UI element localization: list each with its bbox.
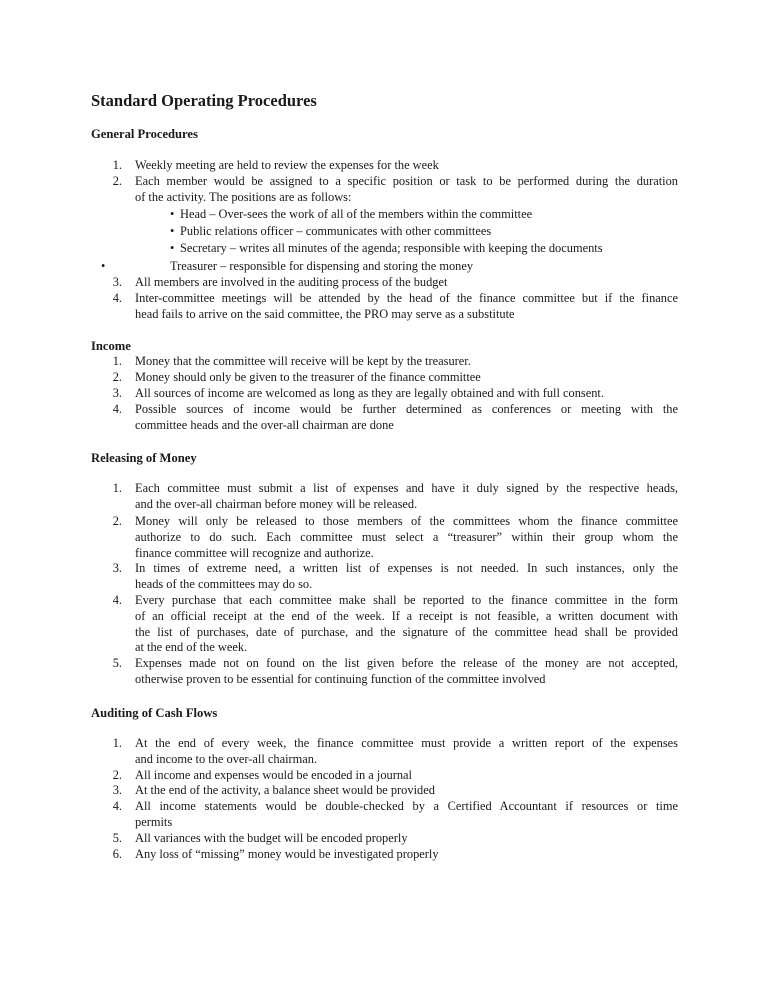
bullet-icon: • [170,207,175,221]
bullet-icon: • [170,224,175,238]
section-heading-releasing: Releasing of Money [91,451,197,465]
section-heading-general: General Procedures [91,127,198,141]
bullet-icon: • [170,241,175,255]
section-heading-income: Income [91,339,131,353]
section-heading-auditing: Auditing of Cash Flows [91,706,218,720]
document-page: Standard Operating Procedures General Procedures 1. Weekly meeting are held to review the expenses for the week 2. Each member would be assigned to a specific position or task to be performed during the duration of the activity. The positions are as follows: • Head – Over-sees the work of all of the members within the committee • Public relations officer – communicates with other committees • Secretary – writes all minutes of the agenda; responsible with keeping the documents • Treasurer – responsible for dispensing and storing the money 3. All members are involved in the auditing process of the budget 4. Inter-committee meetings will be attended by the head of the finance committee but if the finance head fails to arrive on the said committee, the PRO may serve as a substitute Income 1. Money that the committee will receive will be kept by the treasurer. 2. Money should only be given to the treasurer of the finance committee 3. All sources of income are welcomed as long as they are legally obtained and with full consent. 4. Possible sources of income would be further determined as conferences or meeting with the committee heads and the over-all chairman are done Releasing of Money 1. Each committee must submit a list of expenses and have it duly signed by the respective heads, and the over-all chairman before money will be released. 2. Money will only be released to those members of the committees whom the finance committee authorize to do such. Each committee must select a “treasurer” within their group whom the finance committee will recognize and authorize. 3. In times of extreme need, a written list of expenses is not needed. In such instances, only the heads of the committees may do so. 4. Every purchase that each committee make shall be reported to the finance committee in the form of an official receipt at the end of the week. If a receipt is not feasible, a written document with the list of purchases, date of purchase, and the signature of the committee head shall be provided at the end of the week. 5. Expenses made not on found on the list given before the release of the money are not accepted, otherwise proven to be essential for continuing function of the committee involved Auditing of Cash Flows 1. At the end of every week, the finance committee must provide a written report of the expenses and income to the over-all chairman. 2. All income and expenses would be encoded in a journal 3. At the end of the activity, a balance sheet would be provided 4. All income statements would be double-checked by a Certified Accountant if resources or time permits 5. All variances with the budget will be encoded properly 6. Any loss of “missing” money would be investigated properly [91,91,678,861]
document-title: Standard Operating Procedures [91,91,317,110]
bullet-icon: • [101,259,106,273]
